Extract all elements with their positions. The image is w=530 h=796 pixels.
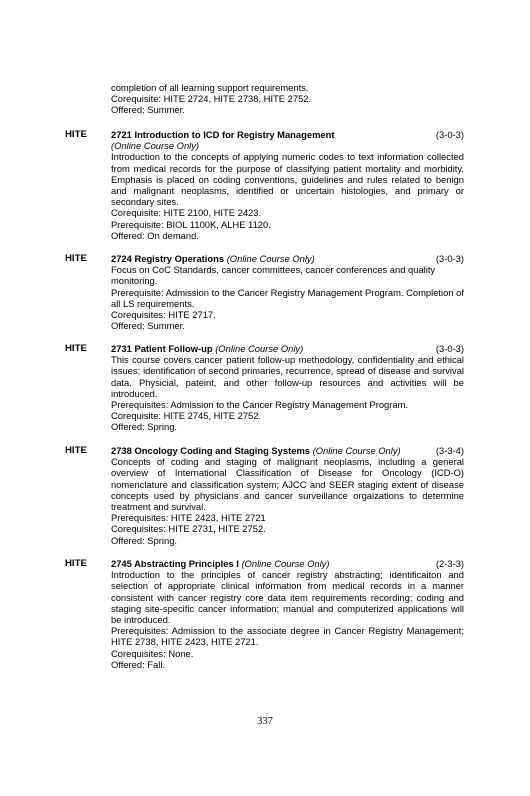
requisite-line: Corequisites: HITE 2717. (111, 309, 216, 320)
continued-course-text (111, 82, 461, 116)
course-description: This course covers cancer patient follow-up methodology, confidentiality and ethical issues; identification of second primaries, recurrence, spread of disease and survival data. Physicial, pateint, and other follow-up resources and activities will be introduced. (111, 354, 464, 399)
course-credits: (2-3-3) (435, 558, 464, 569)
course-title: 2724 Registry Operations (111, 253, 225, 264)
offered-line: Offered: Summer. (111, 320, 185, 332)
course-body (111, 445, 464, 546)
course-credits: (3-0-3) (435, 343, 464, 354)
course-body (111, 253, 464, 331)
course-title: 2731 Patient Follow-up (111, 343, 213, 354)
course-heading (111, 445, 464, 456)
course-description: Introduction to the concepts of applying numeric codes to text information collected from medical records for the purpose of classifying patient mortality and morbidity. Emphasis is placed on coding conventions, guidelines and rules related to benign and malignant neoplasms, identified or uncertain histologies, and primary or secondary sites. (111, 151, 464, 208)
online-note: (Online Course Only) (241, 558, 330, 569)
course-body (111, 343, 464, 433)
page-number: 337 (257, 716, 273, 727)
offered-line: Offered: Spring. (111, 534, 178, 546)
course-heading (111, 343, 464, 354)
online-note: (Online Course Only) (215, 343, 304, 354)
requisite-line: Corequisite: HITE 2745, HITE 2752. (111, 410, 262, 422)
course-credits: (3-0-3) (435, 253, 464, 264)
course-body (111, 129, 464, 241)
subject-code: HITE (65, 445, 87, 456)
text-line: Offered: Summer. (111, 104, 185, 116)
requisite-line: Prerequisite: BIOL 1100K, ALHE 1120. (111, 218, 271, 230)
prerequisite-text: Prerequisites: Admission to the associate degree in Cancer Registry Management; HITE 2738, HITE 2423, HITE 2721. (111, 625, 464, 648)
course-description: Focus on CoC Standards, cancer committees, cancer conferences and quality monitoring. (111, 264, 436, 287)
course-title: 2745 Abstracting Principles I (111, 558, 239, 569)
course-title: 2721 Introduction to ICD for Registry Management (111, 129, 335, 140)
offered-line: Offered: Spring. (111, 421, 178, 433)
requisite-line: Corequisites: None. (111, 647, 194, 659)
course-description: Concepts of coding and staging of malignant neoplasms, including a general overview of International Classification of Disease for Oncology (ICD-O) nomenclature and classification system; AJCC and SEER staging extent of disease concepts used by physicians and cancer surveillance orgaizations to determine treatment and survival. (111, 456, 464, 512)
online-note: (Online Course Only) (111, 140, 200, 152)
requisite-line: Prerequisites: HITE 2423, HITE 2721 (111, 512, 266, 524)
course-heading (111, 129, 464, 140)
requisite-line: Prerequisites: Admission to the Cancer Registry Management Program. (111, 399, 409, 410)
offered-line: Offered: Fall. (111, 658, 166, 670)
offered-line: Offered: On demand. (111, 229, 199, 241)
online-note: (Online Course Only) (312, 445, 401, 456)
text-line: Corequisite: HITE 2724, HITE 2738, HITE 2752. (111, 93, 312, 105)
subject-code: HITE (65, 253, 87, 264)
requisite-line: Corequisites: HITE 2731, HITE 2752. (111, 523, 266, 535)
online-note: (Online Course Only) (226, 253, 315, 264)
requisite-line: Corequisite: HITE 2100, HITE 2423. (111, 207, 262, 219)
course-credits: (3-3-4) (435, 445, 464, 456)
course-credits: (3-0-3) (435, 129, 464, 140)
course-description: Introduction to the principles of cancer registry abstracting; identificaiton and selection of appropriate clinical information from medical records in a manner consistent with cancer registry core data item requirements recording; coding and staging site-specific cancer information; manual and computerized applications will be introduced. (111, 569, 464, 625)
prerequisite-text: Prerequisite: Admission to the Cancer Registry Management Program. Completion of all LS requirements. (111, 286, 464, 309)
subject-code: HITE (65, 129, 87, 140)
text-line: completion of all learning support requirements. (111, 82, 309, 93)
course-heading (111, 253, 464, 264)
subject-code: HITE (65, 558, 87, 569)
course-title: 2738 Oncology Coding and Staging Systems (111, 445, 310, 456)
course-body (111, 558, 464, 670)
course-heading (111, 558, 464, 569)
subject-code: HITE (65, 343, 87, 354)
